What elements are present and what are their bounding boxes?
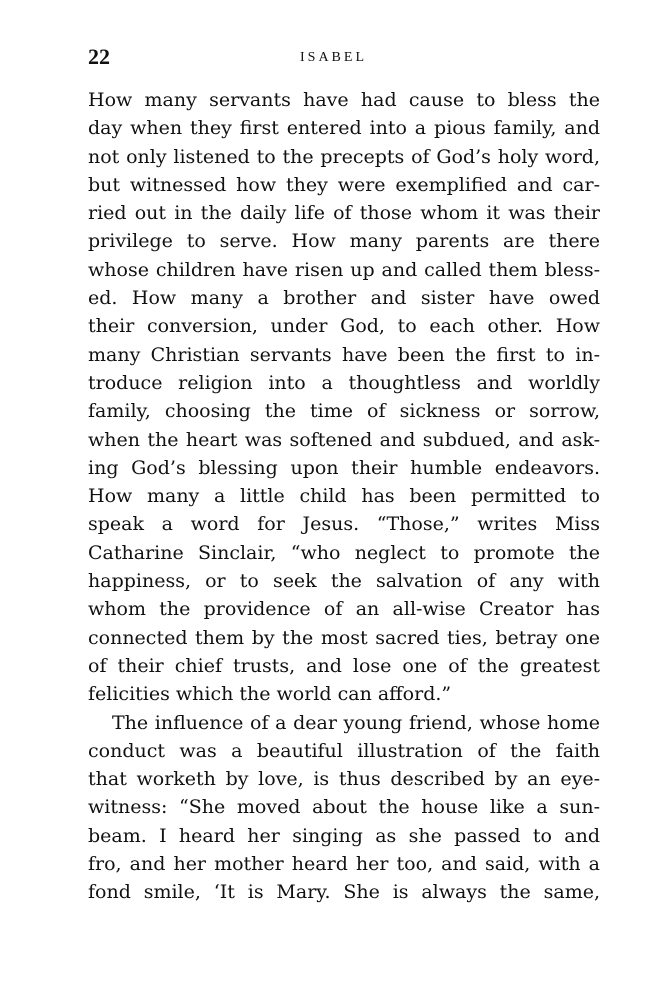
text-line: beam. I heard her singing as she passed to and [88,824,600,847]
text-line: whom the providence of an all-wise Creator has [88,598,600,621]
text-line: family, choosing the time of sickness or sorrow, [88,400,600,423]
text-line: connected them by the most sacred ties, betray one [88,626,600,649]
text-line: privilege to serve. How many parents are there [88,230,600,253]
running-title: ISABEL [300,50,367,65]
text-line: troduce religion into a thoughtless and worldly [88,371,600,394]
text-line: fro, and her mother heard her too, and said, with a [88,853,600,876]
text-line: day when they first entered into a pious family, and [88,117,600,140]
text-line: speak a word for Jesus. “Those,” writes Miss [88,513,600,536]
body-text [88,86,600,907]
paragraph-1 [88,86,600,709]
text-line: whose children have risen up and called them bless- [88,258,600,281]
text-line: that worketh by love, is thus described by an eye- [88,768,600,791]
text-line: conduct was a beautiful illustration of the faith [88,739,600,762]
text-line: How many servants have had cause to bless the [88,89,600,111]
text-line: many Christian servants have been the first to in- [88,343,600,366]
text-line: their conversion, under God, to each other. How [88,315,600,338]
text-line: when the heart was softened and subdued, and ask- [88,428,600,451]
text-line: ing God’s blessing upon their humble endeavors. [88,456,600,479]
text-line: felicities which the world can afford.” [88,683,452,706]
text-line: How many a little child has been permitted to [88,485,600,508]
text-line: fond smile, ‘It is Mary. She is always the same, [88,881,600,904]
text-line: Catharine Sinclair, “who neglect to promote the [88,541,600,564]
text-line: of their chief trusts, and lose one of the greatest [88,654,600,677]
page-number: 22 [88,44,110,69]
text-line: but witnessed how they were exemplified and car- [88,173,600,196]
page-header [88,44,598,74]
paragraph-2 [88,709,600,907]
text-line: The influence of a dear young friend, whose home [112,711,600,734]
text-line: ed. How many a brother and sister have owed [88,287,600,310]
text-line: not only listened to the precepts of God’s holy word, [88,145,600,168]
text-line: happiness, or to seek the salvation of any with [88,570,600,593]
text-line: witness: “She moved about the house like a sun- [88,796,600,819]
text-line: ried out in the daily life of those whom it was their [88,202,600,225]
